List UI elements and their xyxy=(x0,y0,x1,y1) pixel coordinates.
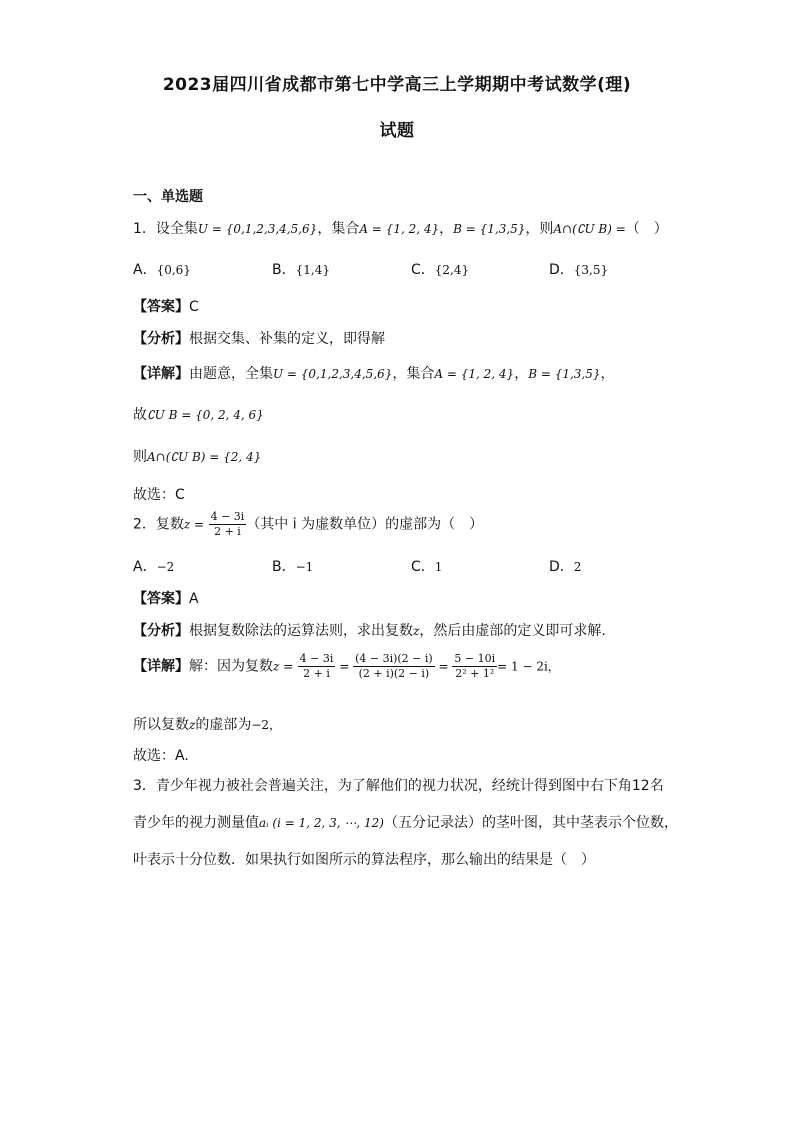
document-title-line1: 2023届四川省成都市第七中学高三上学期期中考试数学(理) xyxy=(162,75,632,95)
q1-option-b: B．{1,4} xyxy=(272,262,330,278)
q2-analysis: 【分析】根据复数除法的运算法则，求出复数z，然后由虚部的定义即可求解. xyxy=(133,623,606,639)
question-3-line-3: 叶表示十分位数．如果执行如图所示的算法程序，那么输出的结果是（ ） xyxy=(133,852,595,868)
q1-option-c: C．{2,4} xyxy=(411,262,470,278)
question-3-line-2: 青少年的视力测量值aᵢ (i = 1, 2, 3, ⋯, 12)（五分记录法）的茎叶图，其中茎表示个位数， xyxy=(133,815,678,831)
q1-set-b: B = {1,3,5} xyxy=(453,222,526,236)
question-1-stem xyxy=(133,218,668,238)
q2-option-a: A．−2 xyxy=(133,559,175,575)
q1-step-complement: 故∁U B = {0, 2, 4, 6} xyxy=(133,407,264,423)
q2-option-c: C．1 xyxy=(411,559,443,575)
q1-mid1: ，集合 xyxy=(317,221,360,237)
q1-expression: A∩(∁U B) = xyxy=(553,222,626,236)
q1-conclusion: 故选：C xyxy=(133,487,185,503)
q1-paren: （ ） xyxy=(625,221,668,237)
q1-comma: ， xyxy=(439,221,454,237)
q1-analysis: 【分析】根据交集、补集的定义，即得解 xyxy=(133,331,385,347)
q1-option-a: A．{0,6} xyxy=(133,262,191,278)
q2-answer: 【答案】A xyxy=(133,591,199,607)
question-3-line-1: 3．青少年视力被社会普遍关注，为了解他们的视力状况，经统计得到图中右下角12名 xyxy=(133,778,664,794)
q1-set-u: U = {0,1,2,3,4,5,6} xyxy=(197,222,318,236)
q2-imaginary-part: 所以复数z的虚部为−2， xyxy=(133,717,282,733)
q2-detail-fraction-1: $\frac{4 - 3i}{2 + i}$ xyxy=(299,652,334,680)
q2-conclusion: 故选：A. xyxy=(133,748,189,764)
question-2-stem: 2．复数z = $\frac{4 - 3i}{2 + i}$ （其中 i 为虚数单位）的虚部为（ ） xyxy=(133,510,484,538)
q2-option-b: B．−1 xyxy=(272,559,314,575)
q1-mid2: ，则 xyxy=(525,221,554,237)
q1-lead: 1．设全集 xyxy=(133,221,198,237)
q1-answer: 【答案】C xyxy=(133,299,199,315)
q2-detail-fraction-3: $\frac{5 - 10i}{\text{2² + 1²}}$ xyxy=(454,652,496,680)
q1-option-d: D．{3,5} xyxy=(549,262,609,278)
document-title-line2: 试题 xyxy=(379,121,415,141)
section-heading: 一、单选题 xyxy=(133,189,203,205)
q1-set-a: A = {1, 2, 4} xyxy=(359,222,440,236)
q2-fraction: $\frac{4 - 3i}{2 + i}$ xyxy=(210,510,245,538)
q1-detail: 【详解】由题意，全集U = {0,1,2,3,4,5,6}，集合A = {1, 2, 4}，B = {1,3,5}， xyxy=(133,366,615,382)
q2-detail-fraction-2: $\frac{(4 - 3i)(2 - i)}{(2 + i)(2 - i)}$ xyxy=(355,652,433,680)
q2-option-d: D．2 xyxy=(549,559,582,575)
q1-step-intersection: 则A∩(∁U B) = {2, 4} xyxy=(133,449,262,465)
q2-detail: 【详解】解：因为复数z = $\frac{4 - 3i}{2 + i}$ = $\frac{(4 - 3i)(2 - i)}{(2 + i)(2 - i)}$ = $\frac{5 - 10i}{\text{2² + 1²}}$ = 1 − 2i， xyxy=(133,652,560,680)
